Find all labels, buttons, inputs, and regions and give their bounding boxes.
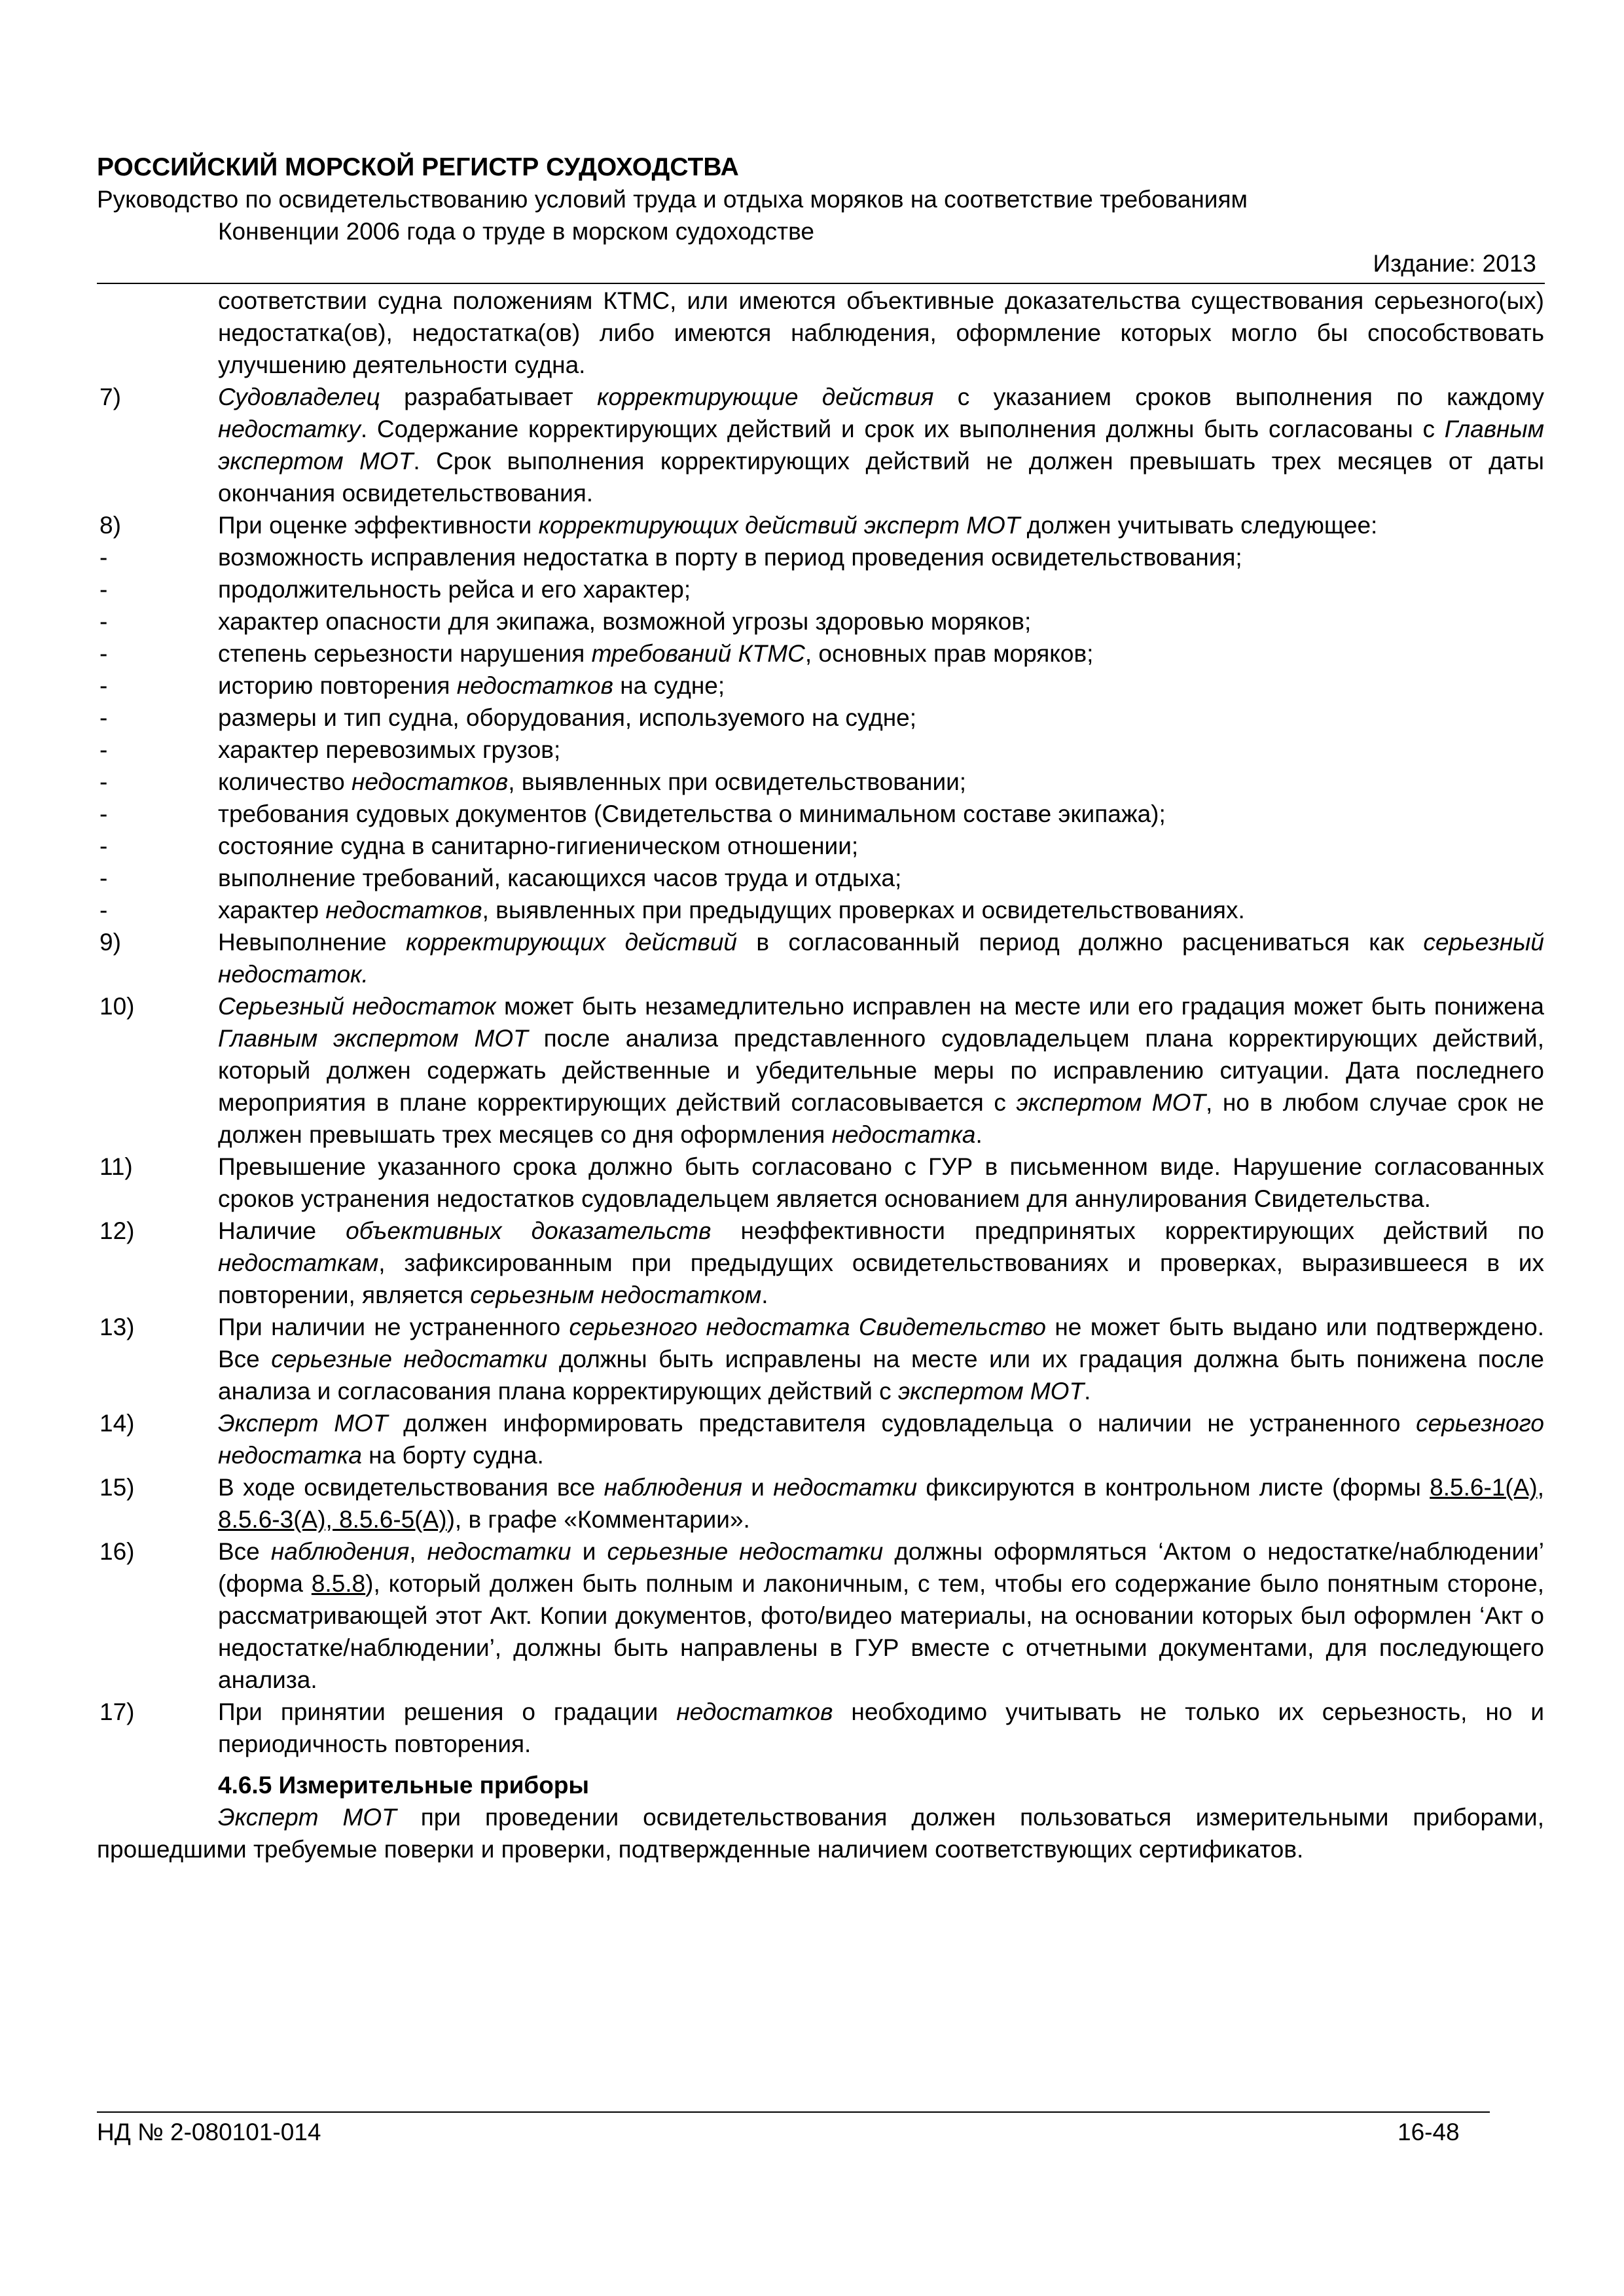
- list-item-8: 8) При оценке эффективности корректирующих действий эксперт МОТ должен учитывать следующее:: [97, 509, 1544, 541]
- dash-item: - характер перевозимых грузов;: [97, 734, 1544, 766]
- item-number: 10): [99, 993, 135, 1020]
- item-number: 9): [99, 929, 121, 956]
- footer-divider: [97, 2111, 1490, 2113]
- page-content: [97, 285, 1544, 1865]
- section-paragraph: Эксперт МОТ при проведении освидетельствования должен пользоваться измерительными приборами, прошедшими требуемые поверки и проверки, подтвержденные наличием соответствующих сертификатов.: [97, 1804, 1545, 1863]
- edition-label: Издание: 2013: [1373, 250, 1536, 277]
- header-divider: [97, 283, 1545, 284]
- dash-item: - историю повторения недостатков на судне;: [97, 670, 1544, 702]
- list-item-7: 7) Судовладелец разрабатывает корректирующие действия с указанием сроков выполнения по каждому недостатку. Содержание корректирующих действий и срок их выполнения должны быть согласованы с Главным экспертом МОТ. Срок выполнения корректирующих действий не должен превышать трех месяцев от даты окончания освидетельствования.: [97, 381, 1544, 509]
- page-header: [97, 152, 1544, 279]
- dash-bullet: -: [99, 897, 108, 924]
- dash-bullet: -: [99, 736, 108, 763]
- list-item-16: 16) Все наблюдения, недостатки и серьезные недостатки должны оформляться ‘Актом о недостатке/наблюдении’ (форма 8.5.8), который должен быть полным и лаконичным, с тем, чтобы его содержание было понятным стороне, рассматривающей этот Акт. Копии документов, фото/видео материалы, на основании которых был оформлен ‘Акт о недостатке/наблюдении’, должны быть направлены в ГУР вместе с отчетными документами, для последующего анализа.: [97, 1535, 1544, 1696]
- dash-bullet: -: [99, 768, 108, 795]
- list-item-10: 10) Серьезный недостаток может быть незамедлительно исправлен на месте или его градация может быть понижена Главным экспертом МОТ после анализа представленного судовладельцем плана корректирующих действий, который должен содержать действенные и убедительные меры по исправлению ситуации. Дата последнего мероприятия в плане корректирующих действий согласовывается с экспертом МОТ, но в любом случае срок не должен превышать трех месяцев со дня оформления недостатка.: [97, 990, 1544, 1151]
- item-number: 16): [99, 1538, 135, 1565]
- organization-name: РОССИЙСКИЙ МОРСКОЙ РЕГИСТР СУДОХОДСТВА: [97, 153, 739, 181]
- document-number: НД № 2-080101-014: [97, 2119, 321, 2145]
- continuation-paragraph: соответствии судна положениям КТМС, или имеются объективные доказательства существования серьезного(ых) недостатка(ов), недостатка(ов) либо имеются наблюдения, оформление которых могло бы способствовать улучшению деятельности судна.: [218, 287, 1544, 378]
- list-item-12: 12) Наличие объективных доказательств неэффективности предпринятых корректирующих действий по недостаткам, зафиксированным при предыдущих освидетельствованиях и проверках, выразившееся в их повторении, является серьезным недостатком.: [97, 1215, 1544, 1311]
- item-number: 11): [99, 1153, 133, 1180]
- dash-item: - размеры и тип судна, оборудования, используемого на судне;: [97, 702, 1544, 734]
- list-item-9: 9) Невыполнение корректирующих действий в согласованный период должно расцениваться как серьезный недостаток.: [97, 926, 1544, 990]
- list-item-17: 17) При принятии решения о градации недостатков необходимо учитывать не только их серьезность, но и периодичность повторения.: [97, 1696, 1544, 1760]
- dash-bullet: -: [99, 672, 108, 699]
- list-item-13: 13) При наличии не устраненного серьезного недостатка Свидетельство не может быть выдано или подтверждено. Все серьезные недостатки должны быть исправлены на месте или их градация должна быть понижена после анализа и согласования плана корректирующих действий с экспертом МОТ.: [97, 1311, 1544, 1407]
- dash-item: - характер опасности для экипажа, возможной угрозы здоровью моряков;: [97, 605, 1544, 637]
- item-number: 17): [99, 1698, 135, 1725]
- page-number: 16-48: [1398, 2119, 1460, 2145]
- list-item-11: 11) Превышение указанного срока должно быть согласовано с ГУР в письменном виде. Нарушение согласованных сроков устранения недостатков судовладельцем является основанием для аннулирования Свидетельства.: [97, 1151, 1544, 1215]
- subtitle-line-1: Руководство по освидетельствованию условий труда и отдыха моряков на соответствие требованиям: [97, 186, 1248, 213]
- item-number: 12): [99, 1217, 135, 1244]
- item-number: 14): [99, 1410, 135, 1437]
- item-number: 13): [99, 1314, 135, 1340]
- dash-item: - продолжительность рейса и его характер;: [97, 573, 1544, 605]
- dash-bullet: -: [99, 800, 108, 827]
- item-number: 8): [99, 512, 121, 539]
- dash-bullet: -: [99, 865, 108, 891]
- form-links[interactable]: 8.5.6-1(А), 8.5.6-3(А), 8.5.6-5(А): [218, 1474, 1544, 1533]
- dash-item: - выполнение требований, касающихся часов труда и отдыха;: [97, 862, 1544, 894]
- dash-bullet: -: [99, 833, 108, 859]
- dash-item: - требования судовых документов (Свидетельства о минимальном составе экипажа);: [97, 798, 1544, 830]
- dash-bullet: -: [99, 640, 108, 667]
- list-item-14: 14) Эксперт МОТ должен информировать представителя судовладельца о наличии не устраненного серьезного недостатка на борту судна.: [97, 1407, 1544, 1471]
- dash-item: - количество недостатков, выявленных при освидетельствовании;: [97, 766, 1544, 798]
- dash-bullet: -: [99, 544, 108, 571]
- item-number: 15): [99, 1474, 135, 1501]
- dash-bullet: -: [99, 576, 108, 603]
- dash-item: - возможность исправления недостатка в порту в период проведения освидетельствования;: [97, 541, 1544, 573]
- document-subtitle: [97, 183, 1544, 247]
- dash-item: - степень серьезности нарушения требований КТМС, основных прав моряков;: [97, 637, 1544, 670]
- dash-item: - характер недостатков, выявленных при предыдущих проверках и освидетельствованиях.: [97, 894, 1544, 926]
- section-heading: 4.6.5 Измерительные приборы: [218, 1772, 590, 1799]
- dash-item: - состояние судна в санитарно-гигиеническом отношении;: [97, 830, 1544, 862]
- subtitle-line-2: Конвенции 2006 года о труде в морском судоходстве: [218, 218, 814, 245]
- form-link-858[interactable]: 8.5.8: [311, 1570, 366, 1597]
- list-item-15: 15) В ходе освидетельствования все наблюдения и недостатки фиксируются в контрольном листе (формы 8.5.6-1(А), 8.5.6-3(А), 8.5.6-5(А)), в графе «Комментарии».: [97, 1471, 1544, 1535]
- item-number: 7): [99, 384, 121, 410]
- dash-bullet: -: [99, 608, 108, 635]
- dash-bullet: -: [99, 704, 108, 731]
